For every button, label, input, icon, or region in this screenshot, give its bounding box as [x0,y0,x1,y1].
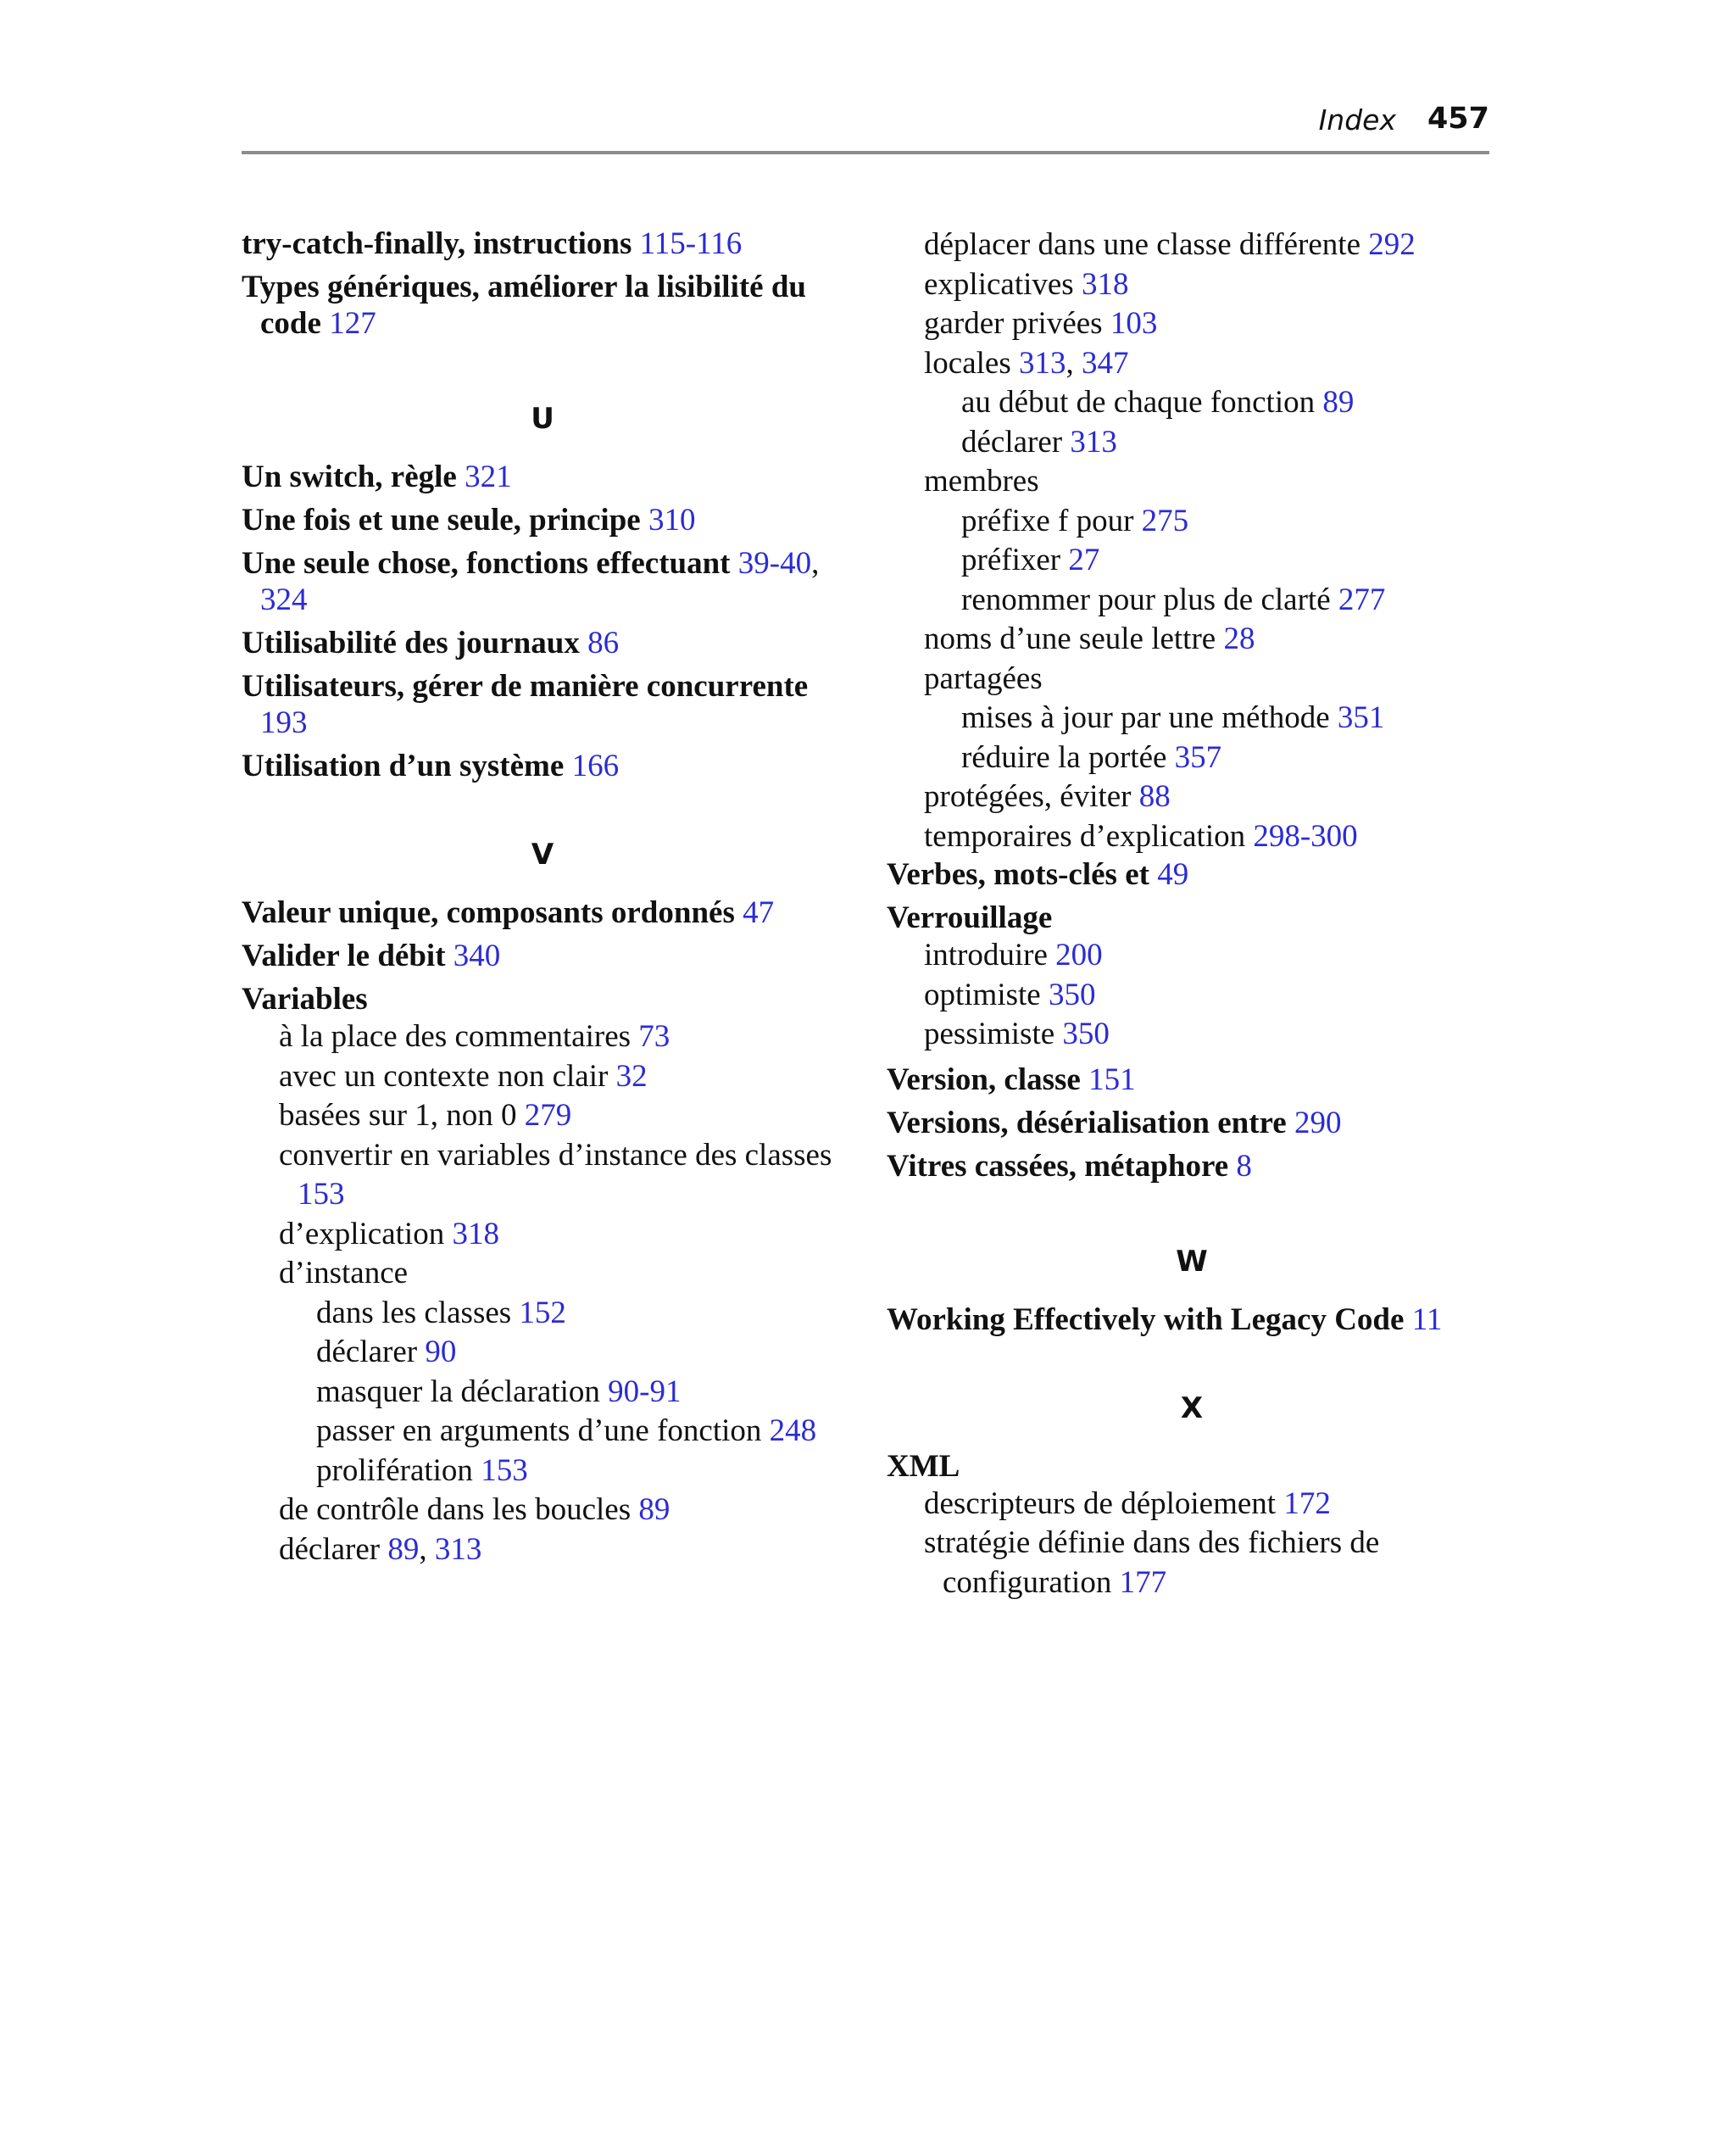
running-header [242,95,1489,154]
index-term: protégées, éviter [924,779,1132,814]
page-reference-link[interactable]: 8 [1236,1148,1252,1184]
page-reference-link[interactable]: 279 [524,1098,572,1133]
index-entry [242,668,843,741]
index-term: prolifération [316,1452,473,1488]
index-entry [924,1485,1497,1524]
section-letter-v: V [531,838,554,872]
index-term: masquer la déclaration [316,1374,600,1409]
page-reference-link[interactable]: 200 [1055,938,1103,972]
index-entry [316,1373,843,1413]
page-reference-link[interactable]: 172 [1283,1485,1331,1521]
index-term: d’instance [279,1256,409,1290]
page-reference-link[interactable]: 153 [481,1452,528,1488]
index-term: Version, classe [887,1062,1081,1097]
page-reference-link[interactable]: 298-300 [1253,818,1358,854]
page-reference-link[interactable]: 27 [1068,543,1100,577]
index-term: Versions, désérialisation entre [887,1105,1287,1140]
index-entry: déclarer 89, 313 [279,1531,482,1567]
index-entry [242,981,843,1017]
index-term: try-catch-finally, instructions [242,226,632,261]
index-term: renommer pour plus de clarté [961,582,1331,617]
index-entry [316,1452,843,1491]
index-term: Variables [242,982,368,1017]
index-term: dans les classes [316,1295,512,1330]
page-reference-link[interactable]: 90 [425,1335,457,1369]
page-reference-link[interactable]: 277 [1338,582,1386,617]
section-letter-w: W [1176,1244,1208,1279]
index-entry [924,817,1497,857]
index-term: Utilisabilité des journaux [242,626,580,660]
index-entry [887,1105,1497,1141]
page-reference-link[interactable]: 347 [1081,345,1129,381]
page-reference-link[interactable]: 313 [434,1531,482,1567]
index-term: optimiste [924,977,1041,1012]
index-entry [242,748,843,784]
page-reference-link[interactable]: 248 [769,1413,817,1448]
page-reference-link[interactable]: 152 [519,1295,566,1330]
index-entry [316,1333,843,1373]
index-entry [924,1524,1497,1602]
index-entry [961,423,1497,463]
page-reference-link[interactable]: 28 [1223,621,1255,656]
page-reference-link[interactable]: 177 [1119,1564,1167,1600]
index-term: pessimiste [924,1017,1055,1051]
index-term: Une seule chose, fonctions effectuant [242,546,731,581]
index-term: réduire la portée [961,739,1167,775]
index-term: mises à jour par une méthode [961,700,1330,735]
index-term: Working Effectively with Legacy Code [887,1301,1405,1337]
index-term: préfixe f pour [961,503,1134,538]
page-reference-link[interactable]: 151 [1088,1062,1136,1097]
index-term: Utilisation d’un système [242,749,565,783]
index-term: Un switch, règle [242,460,457,494]
index-entry [279,1096,843,1136]
index-entry [279,1215,843,1255]
page-reference-link[interactable]: 318 [452,1216,499,1251]
index-entry [924,265,1497,305]
index-entry [887,856,1497,893]
page-reference-link[interactable]: 153 [298,1177,345,1212]
section-letter-u: U [531,402,554,436]
page-reference-link[interactable]: 115-116 [639,226,743,261]
index-term: partagées [924,660,1043,696]
index-column-right [887,226,1497,1602]
page-reference-link[interactable]: 39-40 [737,546,812,581]
index-entry: locales 313, 347 [924,345,1129,381]
page-reference-link[interactable]: 351 [1337,700,1385,735]
index-term: locales [924,345,1011,381]
index-entry [961,699,1497,738]
index-entry [279,1017,843,1057]
index-term: passer en arguments d’une fonction [316,1413,762,1448]
index-term: noms d’une seule lettre [924,621,1216,656]
index-entry [924,777,1497,817]
page-reference-link[interactable]: 313 [1070,424,1117,460]
index-term: convertir en variables d’instance des classes [279,1137,832,1173]
index-term: Vitres cassées, métaphore [887,1148,1229,1184]
page-reference-link[interactable]: 166 [571,749,620,783]
index-term: Verbes, mots-clés et [887,857,1149,892]
index-entry [961,502,1497,542]
index-entry [242,459,843,495]
index-term: stratégie définie dans des fichiers de configuration [924,1525,1380,1600]
index-term: préfixer [961,543,1061,577]
page-reference-link[interactable]: 350 [1062,1017,1110,1051]
index-term: Valeur unique, composants ordonnés [242,895,735,930]
page-number: 457 [1427,102,1489,136]
index-term: déclarer [316,1335,418,1369]
index-entry [924,620,1497,660]
page-reference-link[interactable]: 193 [260,705,308,740]
page-reference-link[interactable]: 49 [1157,857,1189,892]
index-entry [887,1148,1497,1184]
index-term: Types génériques, améliorer la lisibilité du code [242,270,806,341]
index-term: garder privées [924,306,1103,341]
page-reference-link[interactable]: 290 [1294,1105,1342,1140]
index-term: explicatives [924,266,1074,302]
index-entry [279,1254,843,1294]
index-term: Une fois et une seule, principe [242,503,641,538]
page-reference-link[interactable]: 350 [1048,977,1096,1012]
page-reference-link[interactable]: 321 [465,460,512,494]
index-term: temporaires d’explication [924,818,1246,854]
page-reference-link[interactable]: 88 [1138,779,1171,814]
index-term: d’explication [279,1216,445,1251]
index-term: Valider le débit [242,939,446,973]
page-reference-link[interactable]: 32 [615,1058,648,1094]
page-reference-link[interactable]: 340 [453,939,501,973]
index-term: de contrôle dans les boucles [279,1492,632,1527]
page-reference-link[interactable]: 89 [1322,385,1355,420]
index-entry [887,1062,1497,1098]
page-reference-link[interactable]: 324 [260,582,308,617]
page-reference-link[interactable]: 47 [743,895,775,930]
index-entry: Une seule chose, fonctions effectuant 39-40, 324 [242,546,820,617]
page-reference-link[interactable]: 73 [638,1019,670,1054]
index-entry [242,938,843,974]
index-term: introduire [924,938,1048,972]
page-reference-link[interactable]: 86 [587,626,620,660]
page-reference-link[interactable]: 313 [1018,345,1066,381]
section-letter-x: X [1180,1390,1204,1425]
header-section-title: Index [1318,103,1396,137]
page-reference-link[interactable]: 275 [1141,503,1189,538]
index-entry [279,1057,843,1097]
index-entry [961,541,1497,581]
index-entry [316,1412,843,1452]
page-reference-link[interactable]: 357 [1174,739,1222,775]
index-term: au début de chaque fonction [961,385,1316,420]
index-entry [961,581,1497,621]
page-reference-link[interactable]: 11 [1411,1301,1443,1337]
page-reference-link[interactable]: 292 [1368,227,1416,262]
index-term: membres [924,464,1039,499]
page-reference-link[interactable]: 90-91 [608,1374,682,1409]
index-entry [961,738,1497,778]
index-term: déplacer dans une classe différente [924,227,1361,262]
index-entry [242,625,843,661]
index-entry [316,1294,843,1334]
index-term: déclarer [961,424,1063,460]
index-term: Utilisateurs, gérer de manière concurrente [242,669,809,704]
index-entry [924,304,1497,344]
index-column-left [242,226,843,1569]
index-entry [887,1301,1497,1338]
index-entry [242,894,843,931]
page-reference-link[interactable]: 103 [1110,306,1158,341]
index-entry [242,502,843,538]
index-entry [242,226,843,262]
index-entry [887,900,1497,936]
index-term: Verrouillage [887,900,1053,935]
index-entry [279,1491,843,1530]
index-term: avec un contexte non clair [279,1058,609,1094]
page-reference-link[interactable]: 89 [638,1492,670,1527]
index-entry [924,226,1497,265]
page-reference-link[interactable]: 127 [329,306,376,341]
index-entry [924,660,1497,699]
index-entry [279,1136,843,1215]
index-term: déclarer [279,1531,381,1567]
index-entry [924,1015,1497,1055]
index-entry [924,936,1497,976]
index-entry [887,1448,1497,1485]
index-term: à la place des commentaires [279,1019,632,1054]
index-entry [924,462,1497,502]
page-reference-link[interactable]: 89 [387,1531,420,1567]
index-term: descripteurs de déploiement [924,1485,1277,1521]
index-entry [242,269,843,342]
page-reference-link[interactable]: 318 [1081,266,1129,302]
index-term: basées sur 1, non 0 [279,1098,517,1133]
index-entry [924,976,1497,1016]
page-reference-link[interactable]: 310 [648,503,696,538]
index-entry [961,383,1497,423]
index-term: XML [887,1448,960,1484]
